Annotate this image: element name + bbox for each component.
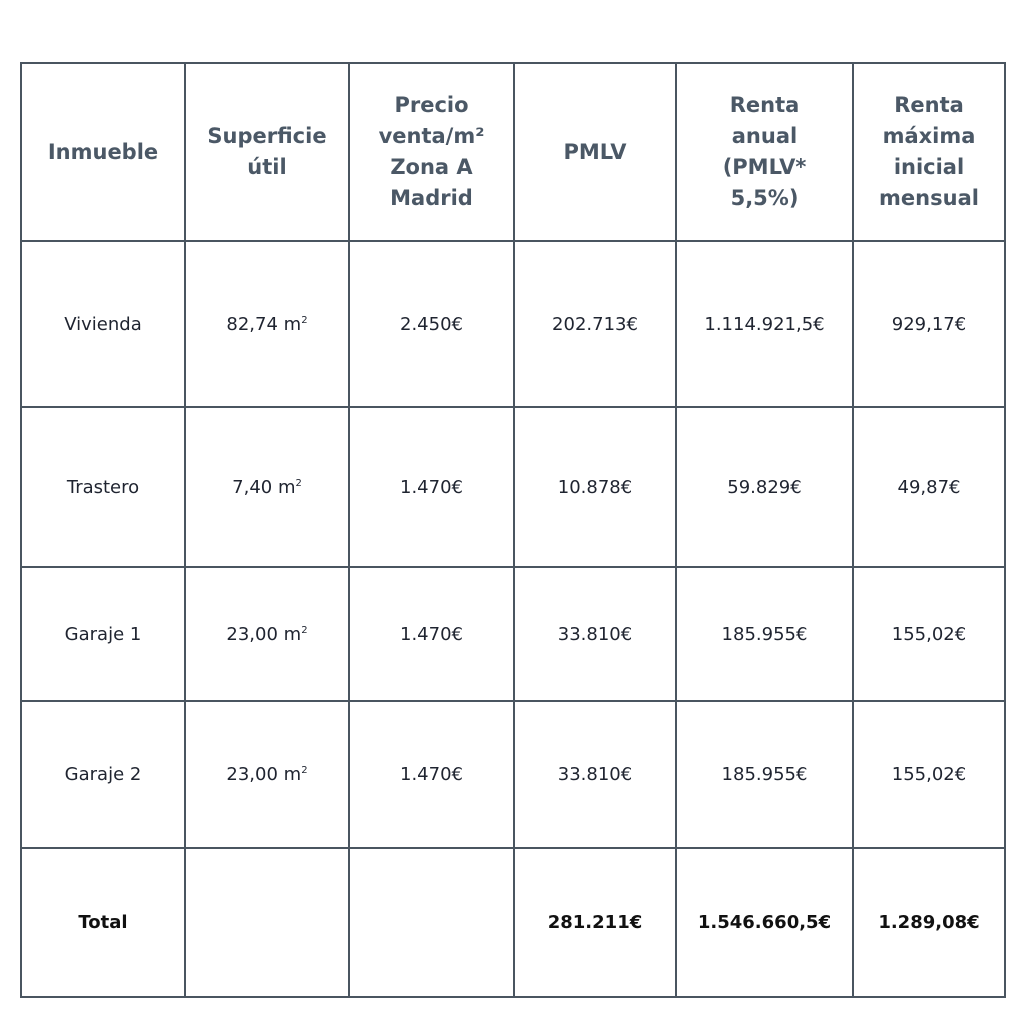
cell-inmueble: Garaje 1 bbox=[21, 567, 185, 701]
cell-superficie: 82,74 $m^2$ bbox=[185, 241, 349, 407]
total-empty-precio bbox=[349, 848, 514, 997]
cell-renta-mensual: 49,87€ bbox=[853, 407, 1005, 567]
unit-superscript: 2 bbox=[301, 314, 308, 326]
table-row bbox=[21, 241, 1005, 407]
cell-renta-mensual: 155,02€ bbox=[853, 701, 1005, 848]
cell-precio: 2.450€ bbox=[349, 241, 514, 407]
cell-inmueble: Garaje 2 bbox=[21, 701, 185, 848]
cell-superficie: 7,40 $m^2$ bbox=[185, 407, 349, 567]
cell-pmlv: 33.810€ bbox=[514, 701, 676, 848]
cell-superficie: 23,00 $m^2$ bbox=[185, 567, 349, 701]
header-row bbox=[21, 63, 1005, 241]
table-row bbox=[21, 701, 1005, 848]
cell-pmlv: 33.810€ bbox=[514, 567, 676, 701]
cell-renta-mensual: 929,17€ bbox=[853, 241, 1005, 407]
cell-precio: 1.470€ bbox=[349, 701, 514, 848]
cell-superficie: 23,00 $m^2$ bbox=[185, 701, 349, 848]
unit-superscript: 2 bbox=[301, 765, 308, 776]
cell-inmueble: Vivienda bbox=[21, 241, 185, 407]
total-empty-superficie bbox=[185, 848, 349, 997]
total-label: Total bbox=[21, 848, 185, 997]
total-row bbox=[21, 848, 1005, 997]
cell-renta-anual: 185.955€ bbox=[676, 701, 853, 848]
header-pmlv: PMLV bbox=[514, 63, 676, 241]
header-superficie: Superficie útil bbox=[185, 63, 349, 241]
total-renta-anual: 1.546.660,5€ bbox=[676, 848, 853, 997]
header-renta-anual: Renta anual (PMLV* 5,5%) bbox=[676, 63, 853, 241]
header-precio: Precio venta/m² Zona A Madrid bbox=[349, 63, 514, 241]
cell-precio: 1.470€ bbox=[349, 567, 514, 701]
cell-precio: 1.470€ bbox=[349, 407, 514, 567]
cell-pmlv: 202.713€ bbox=[514, 241, 676, 407]
header-inmueble: Inmueble bbox=[21, 63, 185, 241]
unit-superscript: 2 bbox=[295, 477, 302, 489]
rent-table bbox=[20, 62, 1006, 998]
cell-renta-mensual: 155,02€ bbox=[853, 567, 1005, 701]
table-row bbox=[21, 407, 1005, 567]
cell-renta-anual: 185.955€ bbox=[676, 567, 853, 701]
total-renta-mensual: 1.289,08€ bbox=[853, 848, 1005, 997]
cell-inmueble: Trastero bbox=[21, 407, 185, 567]
table-row bbox=[21, 567, 1005, 701]
total-pmlv: 281.211€ bbox=[514, 848, 676, 997]
cell-pmlv: 10.878€ bbox=[514, 407, 676, 567]
cell-renta-anual: 59.829€ bbox=[676, 407, 853, 567]
unit-superscript: 2 bbox=[301, 624, 308, 636]
cell-renta-anual: 1.114.921,5€ bbox=[676, 241, 853, 407]
header-renta-mensual: Renta máxima inicial mensual bbox=[853, 63, 1005, 241]
